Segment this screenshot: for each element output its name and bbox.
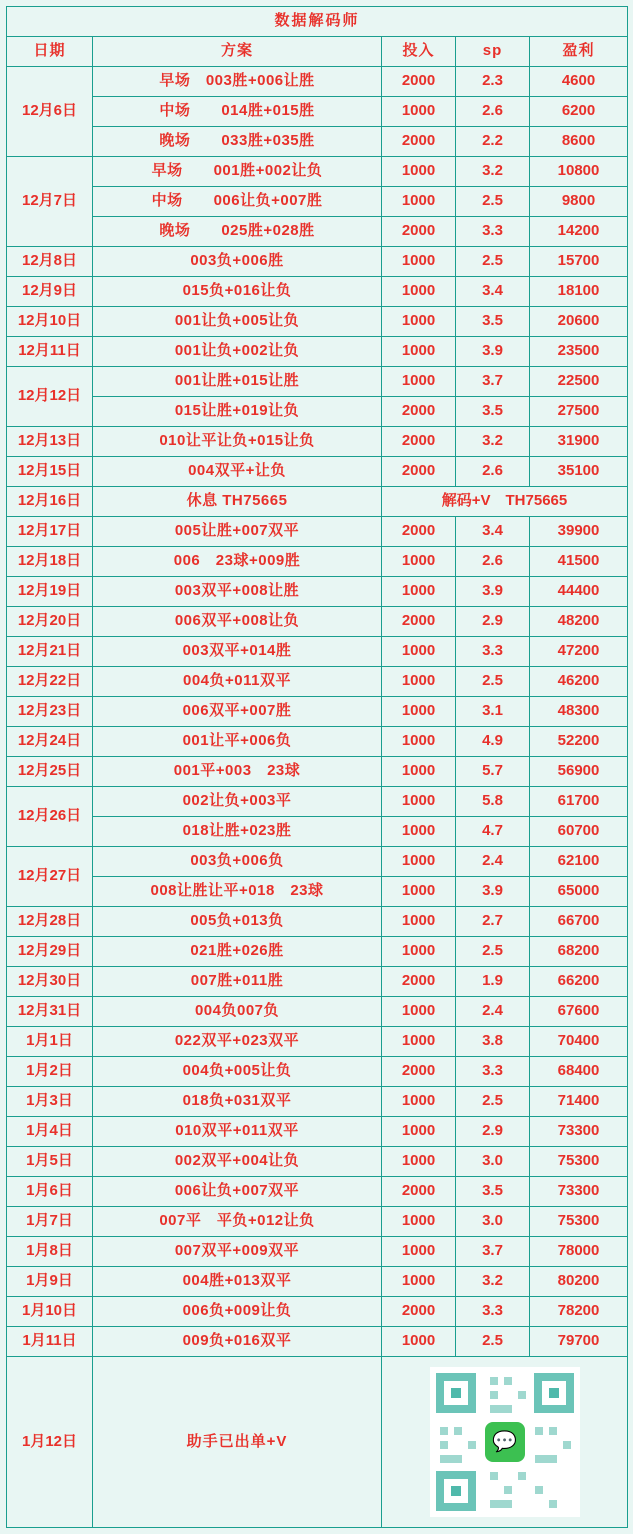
cell-profit: 48300 — [530, 697, 628, 727]
table-header-row — [7, 37, 628, 67]
cell-date: 12月27日 — [7, 847, 93, 907]
cell-profit: 56900 — [530, 757, 628, 787]
table-row — [7, 1327, 628, 1357]
cell-profit: 44400 — [530, 577, 628, 607]
table-row — [7, 1267, 628, 1297]
table-row — [7, 907, 628, 937]
cell-stake: 1000 — [382, 1117, 456, 1147]
column-header-sp: sp — [456, 37, 530, 67]
cell-profit: 75300 — [530, 1207, 628, 1237]
cell-plan: 018让胜+023胜 — [93, 817, 382, 847]
cell-stake: 2000 — [382, 967, 456, 997]
cell-sp: 3.4 — [456, 517, 530, 547]
cell-profit: 48200 — [530, 607, 628, 637]
table-row — [7, 1117, 628, 1147]
cell-stake: 1000 — [382, 367, 456, 397]
cell-stake: 2000 — [382, 1177, 456, 1207]
cell-date: 12月18日 — [7, 547, 93, 577]
cell-profit: 4600 — [530, 67, 628, 97]
cell-sp: 3.7 — [456, 1237, 530, 1267]
table-row — [7, 427, 628, 457]
cell-sp: 3.3 — [456, 1297, 530, 1327]
cell-stake: 2000 — [382, 1057, 456, 1087]
cell-date: 1月4日 — [7, 1117, 93, 1147]
table-row — [7, 577, 628, 607]
cell-date: 1月6日 — [7, 1177, 93, 1207]
cell-sp: 3.2 — [456, 157, 530, 187]
cell-stake: 2000 — [382, 127, 456, 157]
cell-plan: 022双平+023双平 — [93, 1027, 382, 1057]
table-row — [7, 517, 628, 547]
cell-plan: 008让胜让平+018 23球 — [93, 877, 382, 907]
cell-date: 1月10日 — [7, 1297, 93, 1327]
cell-profit: 6200 — [530, 97, 628, 127]
table-row — [7, 937, 628, 967]
table-row — [7, 877, 628, 907]
cell-contact-note: 解码+V TH75665 — [382, 487, 628, 517]
cell-date: 12月26日 — [7, 787, 93, 847]
cell-sp: 5.8 — [456, 787, 530, 817]
cell-stake: 1000 — [382, 787, 456, 817]
cell-plan: 006双平+008让负 — [93, 607, 382, 637]
cell-date: 1月1日 — [7, 1027, 93, 1057]
table-row — [7, 457, 628, 487]
cell-date: 12月19日 — [7, 577, 93, 607]
table-row — [7, 1057, 628, 1087]
cell-profit: 62100 — [530, 847, 628, 877]
cell-date: 12月22日 — [7, 667, 93, 697]
table-row — [7, 967, 628, 997]
cell-plan: 002让负+003平 — [93, 787, 382, 817]
column-header-profit: 盈利 — [530, 37, 628, 67]
cell-plan: 004负+005让负 — [93, 1057, 382, 1087]
table-row — [7, 607, 628, 637]
cell-date: 12月9日 — [7, 277, 93, 307]
cell-sp: 1.9 — [456, 967, 530, 997]
cell-plan: 早场 003胜+006让胜 — [93, 67, 382, 97]
cell-date: 12月31日 — [7, 997, 93, 1027]
column-header-stake: 投入 — [382, 37, 456, 67]
cell-plan: 晚场 033胜+035胜 — [93, 127, 382, 157]
cell-stake: 1000 — [382, 697, 456, 727]
cell-sp: 2.4 — [456, 847, 530, 877]
cell-plan: 003负+006负 — [93, 847, 382, 877]
cell-plan: 早场 001胜+002让负 — [93, 157, 382, 187]
cell-profit: 18100 — [530, 277, 628, 307]
cell-stake: 1000 — [382, 577, 456, 607]
wechat-logo-icon: 💬 — [485, 1422, 525, 1462]
cell-sp: 3.8 — [456, 1027, 530, 1057]
cell-sp: 2.5 — [456, 187, 530, 217]
table-row — [7, 787, 628, 817]
cell-stake: 1000 — [382, 247, 456, 277]
cell-stake: 1000 — [382, 1087, 456, 1117]
table-row — [7, 757, 628, 787]
cell-profit: 80200 — [530, 1267, 628, 1297]
cell-sp: 2.2 — [456, 127, 530, 157]
cell-date: 12月7日 — [7, 157, 93, 247]
cell-stake: 1000 — [382, 997, 456, 1027]
cell-sp: 3.4 — [456, 277, 530, 307]
cell-plan-rest: 休息 TH75665 — [93, 487, 382, 517]
cell-plan: 006双平+007胜 — [93, 697, 382, 727]
cell-stake: 1000 — [382, 1027, 456, 1057]
cell-stake: 2000 — [382, 1297, 456, 1327]
cell-stake: 2000 — [382, 67, 456, 97]
cell-stake: 1000 — [382, 1267, 456, 1297]
cell-profit: 68200 — [530, 937, 628, 967]
cell-sp: 2.6 — [456, 547, 530, 577]
cell-sp: 5.7 — [456, 757, 530, 787]
cell-plan: 中场 006让负+007胜 — [93, 187, 382, 217]
cell-sp: 3.5 — [456, 397, 530, 427]
cell-stake: 1000 — [382, 637, 456, 667]
cell-profit: 15700 — [530, 247, 628, 277]
cell-sp: 2.6 — [456, 457, 530, 487]
cell-date: 12月12日 — [7, 367, 93, 427]
cell-stake: 1000 — [382, 157, 456, 187]
cell-sp: 3.9 — [456, 877, 530, 907]
cell-sp: 2.9 — [456, 607, 530, 637]
table-row — [7, 1087, 628, 1117]
cell-profit: 39900 — [530, 517, 628, 547]
cell-sp: 4.9 — [456, 727, 530, 757]
table-row — [7, 817, 628, 847]
table-row — [7, 247, 628, 277]
cell-sp: 2.5 — [456, 1087, 530, 1117]
cell-profit: 31900 — [530, 427, 628, 457]
table-row — [7, 217, 628, 247]
cell-plan: 007平 平负+012让负 — [93, 1207, 382, 1237]
cell-stake: 1000 — [382, 277, 456, 307]
table-title-row — [7, 7, 628, 37]
table-row — [7, 1147, 628, 1177]
cell-stake: 1000 — [382, 337, 456, 367]
cell-sp: 2.5 — [456, 1327, 530, 1357]
cell-profit: 66200 — [530, 967, 628, 997]
cell-stake: 2000 — [382, 217, 456, 247]
cell-plan: 004负007负 — [93, 997, 382, 1027]
cell-date: 1月11日 — [7, 1327, 93, 1357]
table-row — [7, 487, 628, 517]
cell-date: 12月15日 — [7, 457, 93, 487]
cell-stake: 1000 — [382, 937, 456, 967]
cell-plan: 003双平+008让胜 — [93, 577, 382, 607]
cell-stake: 1000 — [382, 1147, 456, 1177]
table-row — [7, 277, 628, 307]
cell-stake: 1000 — [382, 667, 456, 697]
cell-date: 1月8日 — [7, 1237, 93, 1267]
table-row — [7, 187, 628, 217]
cell-stake: 2000 — [382, 457, 456, 487]
cell-plan: 006负+009让负 — [93, 1297, 382, 1327]
cell-sp: 3.3 — [456, 1057, 530, 1087]
cell-stake: 1000 — [382, 907, 456, 937]
cell-plan: 006让负+007双平 — [93, 1177, 382, 1207]
cell-plan: 021胜+026胜 — [93, 937, 382, 967]
cell-profit: 79700 — [530, 1327, 628, 1357]
cell-plan: 004胜+013双平 — [93, 1267, 382, 1297]
cell-profit: 78200 — [530, 1297, 628, 1327]
cell-plan: 015负+016让负 — [93, 277, 382, 307]
cell-profit: 10800 — [530, 157, 628, 187]
cell-sp: 3.0 — [456, 1207, 530, 1237]
cell-profit: 73300 — [530, 1117, 628, 1147]
cell-stake: 1000 — [382, 757, 456, 787]
table-row — [7, 1027, 628, 1057]
cell-sp: 2.9 — [456, 1117, 530, 1147]
page-title: 数据解码师 — [7, 7, 628, 37]
cell-stake: 1000 — [382, 727, 456, 757]
cell-date: 12月28日 — [7, 907, 93, 937]
cell-date: 12月30日 — [7, 967, 93, 997]
column-header-plan: 方案 — [93, 37, 382, 67]
cell-sp: 3.9 — [456, 337, 530, 367]
cell-plan: 001让负+005让负 — [93, 307, 382, 337]
cell-plan: 003双平+014胜 — [93, 637, 382, 667]
cell-plan: 中场 014胜+015胜 — [93, 97, 382, 127]
cell-stake: 2000 — [382, 427, 456, 457]
table-row — [7, 1207, 628, 1237]
cell-date: 12月11日 — [7, 337, 93, 367]
cell-plan: 007胜+011胜 — [93, 967, 382, 997]
cell-plan: 001让负+002让负 — [93, 337, 382, 367]
cell-date: 12月8日 — [7, 247, 93, 277]
table-row — [7, 547, 628, 577]
cell-plan: 004双平+让负 — [93, 457, 382, 487]
cell-date: 1月9日 — [7, 1267, 93, 1297]
cell-date: 1月5日 — [7, 1147, 93, 1177]
cell-stake: 2000 — [382, 607, 456, 637]
cell-date: 12月13日 — [7, 427, 93, 457]
table-row — [7, 67, 628, 97]
cell-plan: 015让胜+019让负 — [93, 397, 382, 427]
cell-date: 12月23日 — [7, 697, 93, 727]
cell-plan: 003负+006胜 — [93, 247, 382, 277]
cell-plan: 001让胜+015让胜 — [93, 367, 382, 397]
cell-sp: 2.5 — [456, 247, 530, 277]
cell-sp: 3.2 — [456, 427, 530, 457]
table-row — [7, 697, 628, 727]
cell-date: 12月24日 — [7, 727, 93, 757]
table-row — [7, 97, 628, 127]
table-row — [7, 397, 628, 427]
cell-profit: 14200 — [530, 217, 628, 247]
cell-plan: 009负+016双平 — [93, 1327, 382, 1357]
cell-sp: 3.3 — [456, 637, 530, 667]
cell-plan: 001让平+006负 — [93, 727, 382, 757]
table-row — [7, 307, 628, 337]
cell-profit: 41500 — [530, 547, 628, 577]
cell-stake: 1000 — [382, 1237, 456, 1267]
cell-profit: 20600 — [530, 307, 628, 337]
column-header-date: 日期 — [7, 37, 93, 67]
table-row — [7, 127, 628, 157]
cell-sp: 4.7 — [456, 817, 530, 847]
cell-date: 1月3日 — [7, 1087, 93, 1117]
table-row — [7, 157, 628, 187]
cell-stake: 1000 — [382, 307, 456, 337]
cell-sp: 3.2 — [456, 1267, 530, 1297]
cell-date: 12月6日 — [7, 67, 93, 157]
cell-sp: 2.5 — [456, 937, 530, 967]
cell-stake: 1000 — [382, 817, 456, 847]
cell-plan: 018负+031双平 — [93, 1087, 382, 1117]
cell-date: 12月10日 — [7, 307, 93, 337]
cell-profit: 67600 — [530, 997, 628, 1027]
cell-date: 12月21日 — [7, 637, 93, 667]
cell-stake: 2000 — [382, 397, 456, 427]
footer-date: 1月12日 — [7, 1357, 93, 1528]
cell-profit: 9800 — [530, 187, 628, 217]
table-row — [7, 367, 628, 397]
cell-sp: 2.6 — [456, 97, 530, 127]
cell-profit: 35100 — [530, 457, 628, 487]
footer-message: 助手已出单+V — [93, 1357, 382, 1528]
cell-date: 12月25日 — [7, 757, 93, 787]
table-row — [7, 997, 628, 1027]
cell-date: 12月16日 — [7, 487, 93, 517]
cell-profit: 78000 — [530, 1237, 628, 1267]
cell-profit: 60700 — [530, 817, 628, 847]
cell-profit: 68400 — [530, 1057, 628, 1087]
cell-plan: 004负+011双平 — [93, 667, 382, 697]
cell-stake: 1000 — [382, 877, 456, 907]
cell-stake: 1000 — [382, 847, 456, 877]
footer-qr-cell — [382, 1357, 628, 1528]
table-row — [7, 667, 628, 697]
cell-sp: 3.1 — [456, 697, 530, 727]
cell-plan: 001平+003 23球 — [93, 757, 382, 787]
betting-records-table — [6, 6, 628, 1528]
cell-profit: 71400 — [530, 1087, 628, 1117]
footer-row — [7, 1357, 628, 1528]
table-row — [7, 1177, 628, 1207]
cell-date: 12月29日 — [7, 937, 93, 967]
cell-stake: 1000 — [382, 547, 456, 577]
cell-profit: 27500 — [530, 397, 628, 427]
cell-stake: 1000 — [382, 1327, 456, 1357]
cell-date: 1月2日 — [7, 1057, 93, 1087]
cell-plan: 005让胜+007双平 — [93, 517, 382, 547]
cell-sp: 2.3 — [456, 67, 530, 97]
cell-profit: 22500 — [530, 367, 628, 397]
cell-plan: 010双平+011双平 — [93, 1117, 382, 1147]
cell-date: 12月17日 — [7, 517, 93, 547]
cell-sp: 3.9 — [456, 577, 530, 607]
table-row — [7, 1297, 628, 1327]
cell-profit: 52200 — [530, 727, 628, 757]
cell-stake: 1000 — [382, 187, 456, 217]
cell-sp: 2.5 — [456, 667, 530, 697]
cell-plan: 006 23球+009胜 — [93, 547, 382, 577]
table-row — [7, 727, 628, 757]
cell-profit: 8600 — [530, 127, 628, 157]
cell-profit: 66700 — [530, 907, 628, 937]
cell-plan: 010让平让负+015让负 — [93, 427, 382, 457]
cell-sp: 2.4 — [456, 997, 530, 1027]
cell-sp: 3.5 — [456, 307, 530, 337]
cell-profit: 75300 — [530, 1147, 628, 1177]
cell-plan: 002双平+004让负 — [93, 1147, 382, 1177]
cell-date: 1月7日 — [7, 1207, 93, 1237]
table-row — [7, 637, 628, 667]
cell-sp: 2.7 — [456, 907, 530, 937]
cell-plan: 007双平+009双平 — [93, 1237, 382, 1267]
cell-plan: 005负+013负 — [93, 907, 382, 937]
cell-sp: 3.5 — [456, 1177, 530, 1207]
cell-profit: 70400 — [530, 1027, 628, 1057]
qr-wrap — [382, 1357, 627, 1527]
cell-sp: 3.7 — [456, 367, 530, 397]
table-row — [7, 847, 628, 877]
cell-date: 12月20日 — [7, 607, 93, 637]
cell-profit: 73300 — [530, 1177, 628, 1207]
cell-profit: 23500 — [530, 337, 628, 367]
wechat-qr-code-icon[interactable] — [430, 1367, 580, 1517]
cell-profit: 46200 — [530, 667, 628, 697]
cell-profit: 47200 — [530, 637, 628, 667]
cell-stake: 1000 — [382, 97, 456, 127]
cell-sp: 3.0 — [456, 1147, 530, 1177]
cell-profit: 65000 — [530, 877, 628, 907]
cell-stake: 2000 — [382, 517, 456, 547]
cell-stake: 1000 — [382, 1207, 456, 1237]
cell-plan: 晚场 025胜+028胜 — [93, 217, 382, 247]
cell-profit: 61700 — [530, 787, 628, 817]
table-row — [7, 1237, 628, 1267]
cell-sp: 3.3 — [456, 217, 530, 247]
table-row — [7, 337, 628, 367]
